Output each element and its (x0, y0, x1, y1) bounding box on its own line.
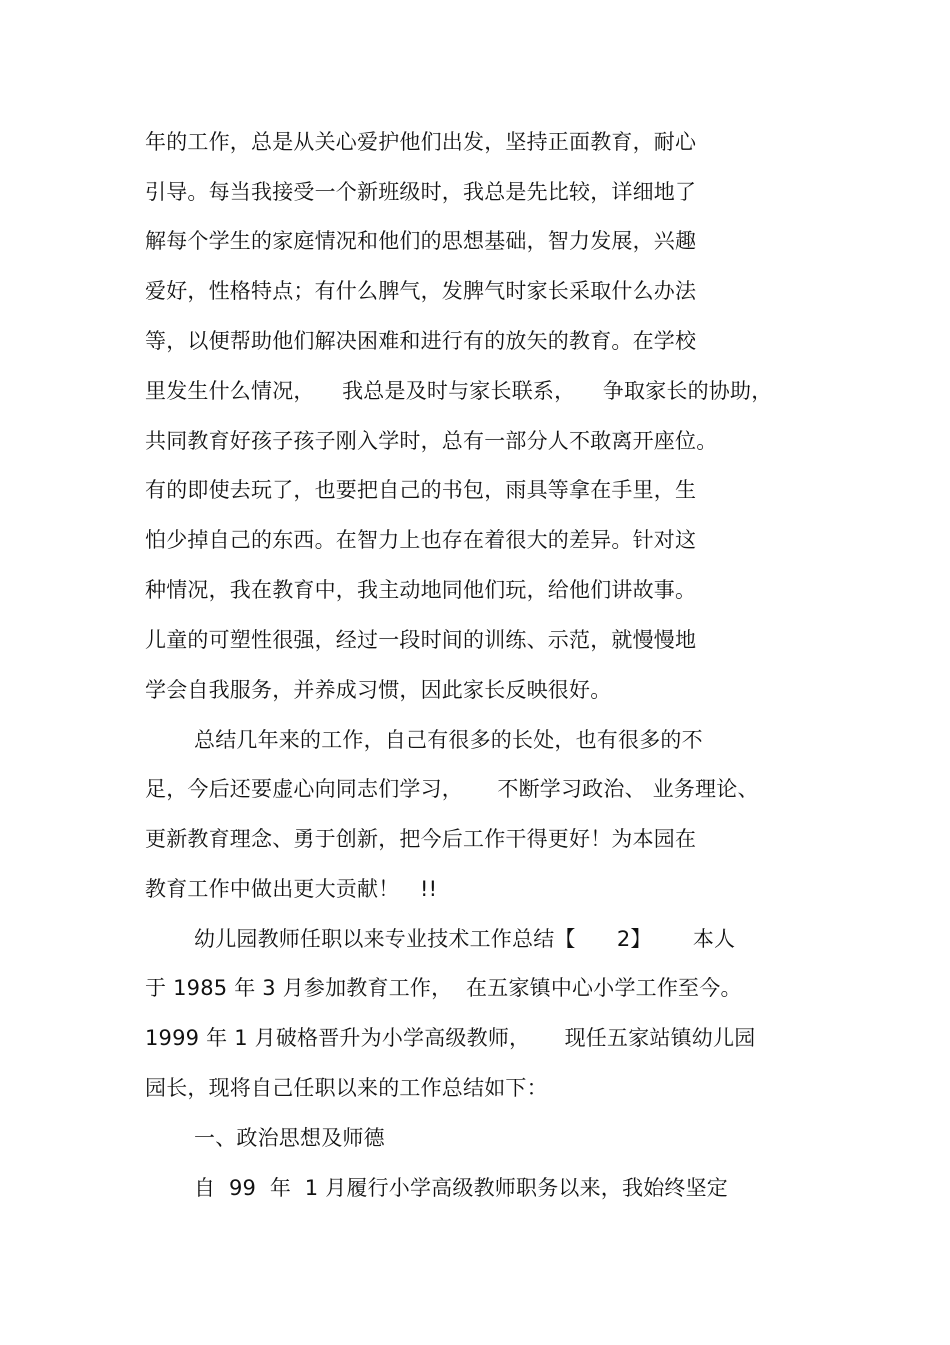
section-title-line: 幼儿园教师任职以来专业技术工作总结【 2】 本人 (194, 927, 736, 951)
body-line-7: 共同教育好孩子孩子刚入学时，总有一部分人不敢离开座位。 (145, 429, 718, 453)
body-line-20: 园长，现将自己任职以来的工作总结如下： (145, 1076, 548, 1100)
body-line-1: 年的工作，总是从关心爱护他们出发，坚持正面教育，耐心 (145, 130, 697, 154)
body-line-11: 儿童的可塑性很强，经过一段时间的训练、示范，就慢慢地 (145, 628, 697, 652)
body-line-6: 里发生什么情况， 我总是及时与家长联系， 争取家长的协助， (145, 379, 773, 403)
body-line-18: 于 1985 年 3 月参加教育工作， 在五家镇中心小学工作至今。 (145, 976, 742, 1000)
body-line-15: 更新教育理念、勇于创新，把今后工作干得更好！为本园在 (145, 827, 697, 851)
body-line-9: 怕少掉自己的东西。在智力上也存在着很大的差异。针对这 (145, 528, 697, 552)
body-line-14: 足，今后还要虚心向同志们学习， 不断学习政治、 业务理论、 (145, 777, 759, 801)
body-line-10: 种情况，我在教育中，我主动地同他们玩，给他们讲故事。 (145, 578, 697, 602)
body-line-2: 引导。每当我接受一个新班级时，我总是先比较，详细地了 (145, 180, 697, 204)
body-line-16: 教育工作中做出更大贡献！ !! (145, 877, 438, 901)
section-heading: 一、政治思想及师德 (194, 1126, 385, 1150)
body-line-19: 1999 年 1 月破格晋升为小学高级教师， 现任五家站镇幼儿园 (145, 1026, 756, 1050)
body-line-3: 解每个学生的家庭情况和他们的思想基础，智力发展，兴趣 (145, 229, 697, 253)
body-line-5: 等，以便帮助他们解决困难和进行有的放矢的教育。在学校 (145, 329, 697, 353)
body-line-22: 自 99 年 1 月履行小学高级教师职务以来，我始终坚定 (194, 1176, 729, 1200)
body-line-12: 学会自我服务，并养成习惯，因此家长反映很好。 (145, 678, 612, 702)
paragraph-summary-start: 总结几年来的工作，自己有很多的长处，也有很多的不 (194, 728, 703, 752)
body-line-4: 爱好，性格特点；有什么脾气，发脾气时家长采取什么办法 (145, 279, 697, 303)
body-line-8: 有的即使去玩了，也要把自己的书包，雨具等拿在手里，生 (145, 478, 697, 502)
